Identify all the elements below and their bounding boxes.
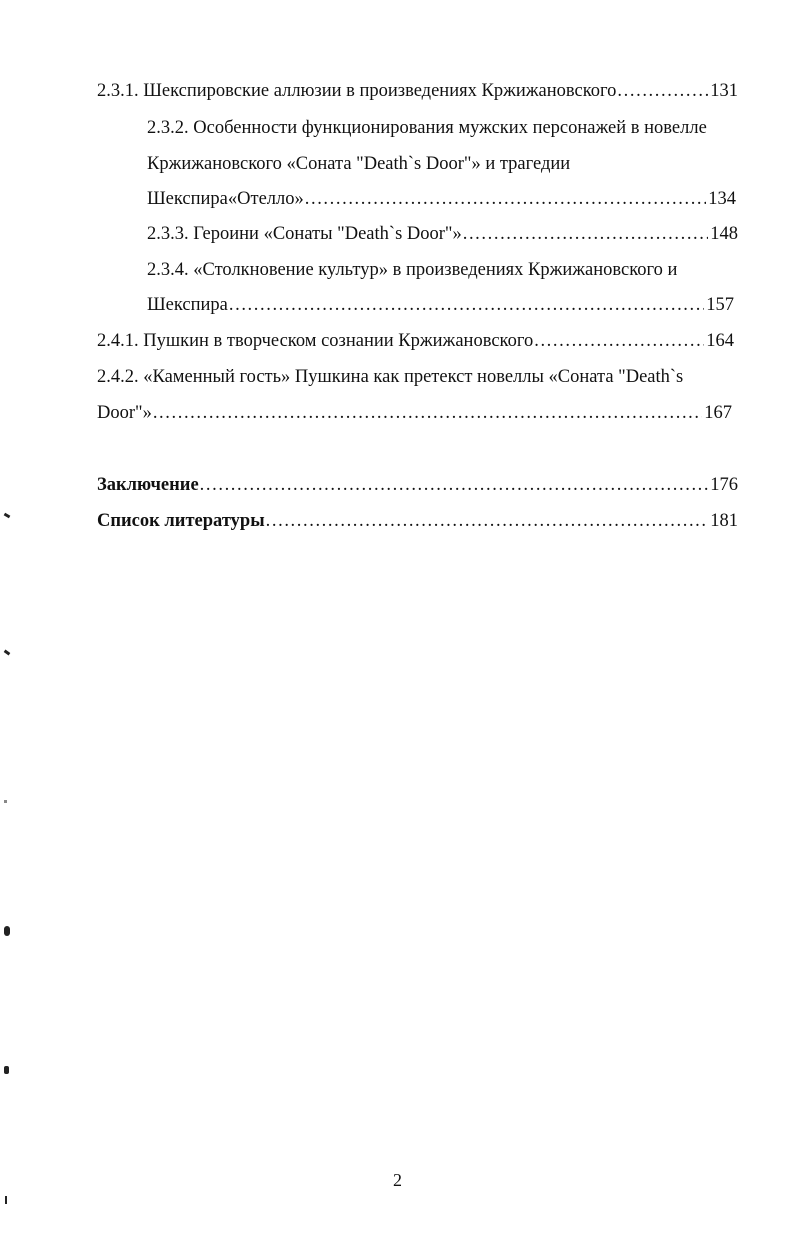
dot-leader xyxy=(200,473,709,497)
toc-entry-2-3-2 xyxy=(147,187,736,211)
scan-artifact xyxy=(4,1066,9,1074)
toc-entry-2-3-2-line1: 2.3.2. Особенности функционирования мужских персонажей в новелле xyxy=(147,118,707,138)
toc-entry-2-4-2 xyxy=(97,401,732,425)
toc-entry-page: 148 xyxy=(710,224,738,244)
toc-entry-page: 164 xyxy=(706,331,734,351)
toc-entry-title: Шекспира«Отелло» xyxy=(147,189,304,209)
toc-entry-page: 157 xyxy=(706,295,734,315)
dot-leader xyxy=(463,222,709,246)
dot-leader xyxy=(266,509,709,533)
toc-entry-title: Заключение xyxy=(97,475,199,495)
dot-leader xyxy=(153,401,702,425)
toc-entry-bibliography xyxy=(97,509,738,533)
toc-entry-2-4-1 xyxy=(97,329,734,353)
toc-entry-2-4-2-line1: 2.4.2. «Каменный гость» Пушкина как претекст новеллы «Соната "Death`s xyxy=(97,367,684,387)
toc-entry-title: Door"» xyxy=(97,403,152,423)
toc-entry-2-3-1 xyxy=(97,79,738,103)
toc-entry-conclusion xyxy=(97,473,738,497)
toc-entry-2-3-2-line2: Кржижановского «Соната "Death`s Door"» и трагедии xyxy=(147,154,571,174)
dot-leader xyxy=(617,79,708,103)
toc-entry-page: 181 xyxy=(710,511,738,531)
dot-leader xyxy=(534,329,704,353)
toc-entry-title: Список литературы xyxy=(97,511,265,531)
toc-entry-title: 2.3.1. Шекспировские аллюзии в произведениях Кржижановского xyxy=(97,81,617,101)
toc-entry-2-3-4-line1: 2.3.4. «Столкновение культур» в произведениях Кржижановского и xyxy=(147,260,678,280)
scan-artifact xyxy=(4,926,10,936)
toc-entry-title: Шекспира xyxy=(147,295,228,315)
toc-entry-title: 2.4.1. Пушкин в творческом сознании Кржижановского xyxy=(97,331,534,351)
scan-artifact xyxy=(4,513,11,519)
page-number: 2 xyxy=(393,1170,402,1190)
scan-artifact xyxy=(4,800,7,803)
toc-entry-page: 131 xyxy=(710,81,738,101)
toc-entry-page: 134 xyxy=(708,189,736,209)
dot-leader xyxy=(305,187,707,211)
scan-artifact xyxy=(4,650,11,656)
scan-artifact xyxy=(5,1196,7,1204)
dot-leader xyxy=(229,293,704,317)
toc-entry-2-3-4 xyxy=(147,293,734,317)
toc-entry-page: 176 xyxy=(710,475,738,495)
toc-entry-title: 2.3.3. Героини «Сонаты "Death`s Door"» xyxy=(147,224,462,244)
toc-entry-page: 167 xyxy=(704,403,732,423)
toc-entry-2-3-3 xyxy=(147,222,738,246)
